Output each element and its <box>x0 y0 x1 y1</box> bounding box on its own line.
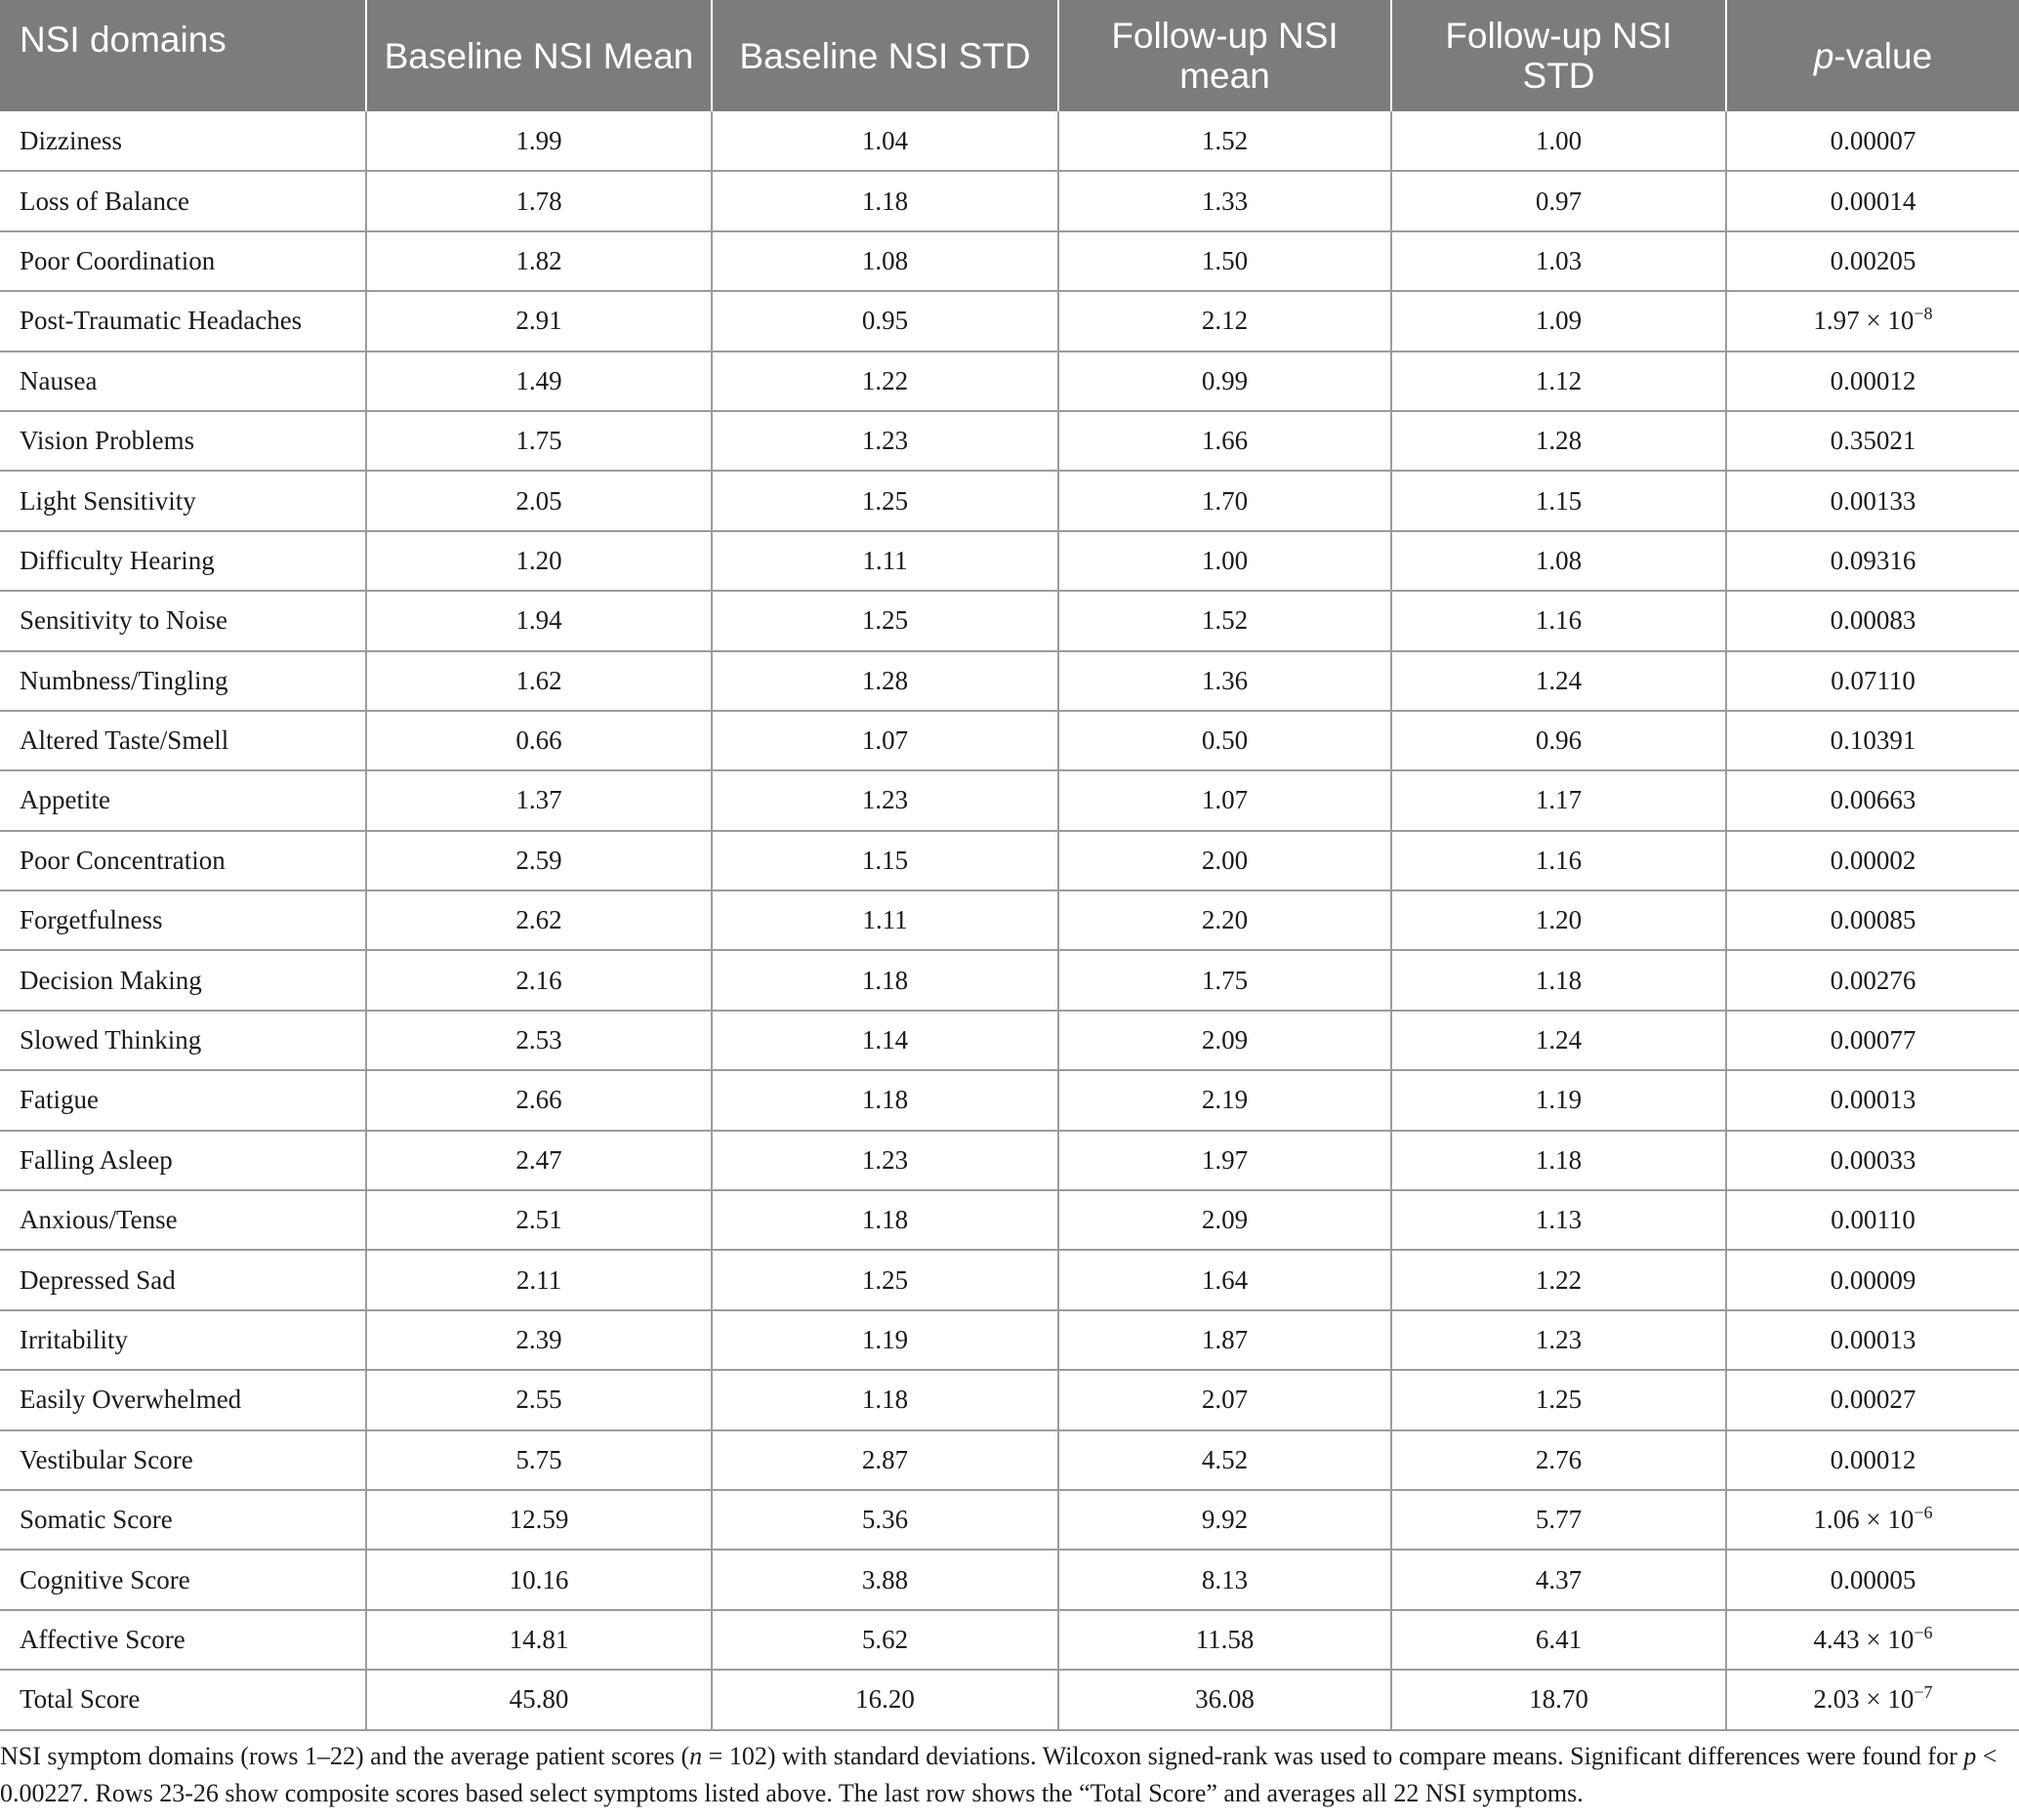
followup-mean-cell: 4.52 <box>1058 1430 1391 1490</box>
domain-cell: Vestibular Score <box>0 1430 366 1490</box>
followup-mean-cell: 1.64 <box>1058 1250 1391 1309</box>
followup-std-cell: 1.18 <box>1391 950 1726 1010</box>
domain-cell: Vision Problems <box>0 411 366 471</box>
followup-std-cell: 18.70 <box>1391 1670 1726 1729</box>
baseline-std-cell: 2.87 <box>712 1430 1058 1490</box>
followup-std-cell: 1.24 <box>1391 651 1726 711</box>
followup-std-cell: 1.24 <box>1391 1011 1726 1070</box>
table-row <box>0 591 2019 650</box>
table-row <box>0 711 2019 770</box>
table-row <box>0 411 2019 471</box>
baseline-mean-cell: 1.49 <box>366 352 712 411</box>
header-baseline-std: Baseline NSI STD <box>712 0 1058 111</box>
header-baseline-mean: Baseline NSI Mean <box>366 0 712 111</box>
domain-cell: Sensitivity to Noise <box>0 591 366 650</box>
p-value-cell: $1.97 \times 10^{-8}$ <box>1726 291 2019 351</box>
domain-cell: Slowed Thinking <box>0 1011 366 1070</box>
followup-std-cell: 1.19 <box>1391 1070 1726 1130</box>
followup-std-cell: 1.16 <box>1391 831 1726 890</box>
header-followup-std: Follow-up NSI STD <box>1391 0 1726 111</box>
baseline-std-cell: 5.36 <box>712 1490 1058 1550</box>
followup-std-cell: 1.13 <box>1391 1190 1726 1250</box>
baseline-std-cell: 1.08 <box>712 231 1058 291</box>
header-followup-mean: Follow-up NSI mean <box>1058 0 1391 111</box>
followup-mean-cell: 1.66 <box>1058 411 1391 471</box>
followup-std-cell: 1.16 <box>1391 591 1726 650</box>
followup-std-cell: 1.18 <box>1391 1131 1726 1190</box>
table-header-row <box>0 0 2019 111</box>
p-value-cell: 0.00083 <box>1726 591 2019 650</box>
domain-cell: Appetite <box>0 770 366 830</box>
p-value-cell: 0.09316 <box>1726 531 2019 591</box>
baseline-mean-cell: 1.78 <box>366 171 712 230</box>
domain-cell: Altered Taste/Smell <box>0 711 366 770</box>
baseline-std-cell: 16.20 <box>712 1670 1058 1729</box>
table-row <box>0 950 2019 1010</box>
baseline-mean-cell: 2.53 <box>366 1011 712 1070</box>
baseline-std-cell: 1.18 <box>712 171 1058 230</box>
followup-std-cell: 1.28 <box>1391 411 1726 471</box>
followup-mean-cell: 11.58 <box>1058 1610 1391 1670</box>
followup-mean-cell: 0.50 <box>1058 711 1391 770</box>
domain-cell: Cognitive Score <box>0 1550 366 1609</box>
baseline-std-cell: 1.14 <box>712 1011 1058 1070</box>
header-p-value: p-value <box>1726 0 2019 111</box>
followup-mean-cell: 9.92 <box>1058 1490 1391 1550</box>
followup-std-cell: 0.96 <box>1391 711 1726 770</box>
p-value-cell: $2.03 \times 10^{-7}$ <box>1726 1670 2019 1729</box>
baseline-std-cell: 0.95 <box>712 291 1058 351</box>
p-value-cell: 0.00009 <box>1726 1250 2019 1309</box>
followup-std-cell: 1.20 <box>1391 890 1726 950</box>
followup-std-cell: 6.41 <box>1391 1610 1726 1670</box>
followup-mean-cell: 1.52 <box>1058 111 1391 171</box>
followup-mean-cell: 1.33 <box>1058 171 1391 230</box>
domain-cell: Post-Traumatic Headaches <box>0 291 366 351</box>
baseline-std-cell: 1.28 <box>712 651 1058 711</box>
p-value-cell: $1.06 \times 10^{-6}$ <box>1726 1490 2019 1550</box>
followup-mean-cell: 2.00 <box>1058 831 1391 890</box>
baseline-mean-cell: 45.80 <box>366 1670 712 1729</box>
domain-cell: Poor Concentration <box>0 831 366 890</box>
domain-cell: Light Sensitivity <box>0 471 366 530</box>
p-value-cell: 0.00276 <box>1726 950 2019 1010</box>
domain-cell: Difficulty Hearing <box>0 531 366 591</box>
p-value-cell: 0.00013 <box>1726 1070 2019 1130</box>
table-row <box>0 1610 2019 1670</box>
domain-cell: Somatic Score <box>0 1490 366 1550</box>
table-row <box>0 1670 2019 1729</box>
followup-std-cell: 1.15 <box>1391 471 1726 530</box>
baseline-std-cell: 1.25 <box>712 591 1058 650</box>
followup-mean-cell: 1.87 <box>1058 1310 1391 1370</box>
followup-mean-cell: 2.19 <box>1058 1070 1391 1130</box>
p-value-cell: 0.00005 <box>1726 1550 2019 1609</box>
baseline-mean-cell: 1.94 <box>366 591 712 650</box>
p-value-cell: 0.00110 <box>1726 1190 2019 1250</box>
baseline-mean-cell: 10.16 <box>366 1550 712 1609</box>
table-row <box>0 1070 2019 1130</box>
p-value-cell: 0.00014 <box>1726 171 2019 230</box>
table-body <box>0 111 2019 1730</box>
followup-std-cell: 1.25 <box>1391 1370 1726 1429</box>
domain-cell: Forgetfulness <box>0 890 366 950</box>
baseline-mean-cell: 14.81 <box>366 1610 712 1670</box>
baseline-std-cell: 1.23 <box>712 1131 1058 1190</box>
baseline-mean-cell: 2.16 <box>366 950 712 1010</box>
p-value-cell: 0.07110 <box>1726 651 2019 711</box>
followup-mean-cell: 1.36 <box>1058 651 1391 711</box>
baseline-std-cell: 1.07 <box>712 711 1058 770</box>
table-row <box>0 831 2019 890</box>
table-row <box>0 890 2019 950</box>
p-value-cell: 0.00663 <box>1726 770 2019 830</box>
baseline-mean-cell: 1.99 <box>366 111 712 171</box>
table-row <box>0 1430 2019 1490</box>
baseline-std-cell: 1.25 <box>712 471 1058 530</box>
p-value-cell: 0.00012 <box>1726 1430 2019 1490</box>
baseline-mean-cell: 2.62 <box>366 890 712 950</box>
p-value-cell: 0.00007 <box>1726 111 2019 171</box>
p-value-cell: 0.00133 <box>1726 471 2019 530</box>
table-row <box>0 1011 2019 1070</box>
followup-std-cell: 1.12 <box>1391 352 1726 411</box>
header-nsi-domains: NSI domains <box>0 0 366 111</box>
p-value-cell: 0.00002 <box>1726 831 2019 890</box>
baseline-mean-cell: 0.66 <box>366 711 712 770</box>
baseline-mean-cell: 2.91 <box>366 291 712 351</box>
baseline-mean-cell: 1.20 <box>366 531 712 591</box>
table-caption: NSI symptom domains (rows 1–22) and the average patient scores (n = 102) with standard deviations. Wilcoxon signed-rank was used to compare means. Significant differences were found for p < 0.00227. Rows 23-26 show composite scores based select symptoms listed above. The last row shows the “Total Score” and averages all 22 NSI symptoms. <box>0 1742 1998 1807</box>
baseline-std-cell: 3.88 <box>712 1550 1058 1609</box>
followup-std-cell: 1.17 <box>1391 770 1726 830</box>
domain-cell: Irritability <box>0 1310 366 1370</box>
baseline-std-cell: 1.15 <box>712 831 1058 890</box>
followup-std-cell: 1.23 <box>1391 1310 1726 1370</box>
p-value-cell: 0.10391 <box>1726 711 2019 770</box>
followup-mean-cell: 1.50 <box>1058 231 1391 291</box>
domain-cell: Fatigue <box>0 1070 366 1130</box>
followup-std-cell: 4.37 <box>1391 1550 1726 1609</box>
followup-std-cell: 1.09 <box>1391 291 1726 351</box>
baseline-mean-cell: 1.82 <box>366 231 712 291</box>
baseline-mean-cell: 12.59 <box>366 1490 712 1550</box>
table-row <box>0 471 2019 530</box>
baseline-std-cell: 1.22 <box>712 352 1058 411</box>
baseline-mean-cell: 2.66 <box>366 1070 712 1130</box>
followup-mean-cell: 0.99 <box>1058 352 1391 411</box>
baseline-mean-cell: 1.75 <box>366 411 712 471</box>
baseline-std-cell: 1.04 <box>712 111 1058 171</box>
followup-std-cell: 5.77 <box>1391 1490 1726 1550</box>
baseline-std-cell: 5.62 <box>712 1610 1058 1670</box>
followup-mean-cell: 1.75 <box>1058 950 1391 1010</box>
followup-std-cell: 0.97 <box>1391 171 1726 230</box>
baseline-mean-cell: 2.51 <box>366 1190 712 1250</box>
followup-mean-cell: 1.97 <box>1058 1131 1391 1190</box>
table-row <box>0 1190 2019 1250</box>
p-value-cell: $4.43 \times 10^{-6}$ <box>1726 1610 2019 1670</box>
p-value-cell: 0.00027 <box>1726 1370 2019 1429</box>
baseline-mean-cell: 1.37 <box>366 770 712 830</box>
domain-cell: Numbness/Tingling <box>0 651 366 711</box>
domain-cell: Easily Overwhelmed <box>0 1370 366 1429</box>
baseline-std-cell: 1.18 <box>712 950 1058 1010</box>
table-row <box>0 770 2019 830</box>
baseline-mean-cell: 2.59 <box>366 831 712 890</box>
followup-mean-cell: 1.07 <box>1058 770 1391 830</box>
domain-cell: Total Score <box>0 1670 366 1729</box>
domain-cell: Anxious/Tense <box>0 1190 366 1250</box>
table-row <box>0 171 2019 230</box>
baseline-std-cell: 1.18 <box>712 1370 1058 1429</box>
baseline-std-cell: 1.23 <box>712 770 1058 830</box>
table-row <box>0 111 2019 171</box>
followup-std-cell: 1.08 <box>1391 531 1726 591</box>
p-value-cell: 0.00205 <box>1726 231 2019 291</box>
baseline-mean-cell: 2.55 <box>366 1370 712 1429</box>
p-value-cell: 0.00085 <box>1726 890 2019 950</box>
baseline-mean-cell: 2.05 <box>366 471 712 530</box>
domain-cell: Poor Coordination <box>0 231 366 291</box>
table-row <box>0 651 2019 711</box>
table-row <box>0 291 2019 351</box>
baseline-std-cell: 1.25 <box>712 1250 1058 1309</box>
domain-cell: Loss of Balance <box>0 171 366 230</box>
domain-cell: Falling Asleep <box>0 1131 366 1190</box>
table-row <box>0 231 2019 291</box>
followup-std-cell: 2.76 <box>1391 1430 1726 1490</box>
domain-cell: Dizziness <box>0 111 366 171</box>
followup-mean-cell: 2.12 <box>1058 291 1391 351</box>
table-row <box>0 1310 2019 1370</box>
p-value-cell: 0.00033 <box>1726 1131 2019 1190</box>
baseline-std-cell: 1.23 <box>712 411 1058 471</box>
baseline-mean-cell: 2.39 <box>366 1310 712 1370</box>
p-value-cell: 0.00077 <box>1726 1011 2019 1070</box>
table-row <box>0 531 2019 591</box>
table-row <box>0 1250 2019 1309</box>
baseline-std-cell: 1.18 <box>712 1190 1058 1250</box>
domain-cell: Affective Score <box>0 1610 366 1670</box>
followup-mean-cell: 2.09 <box>1058 1190 1391 1250</box>
table-row <box>0 1550 2019 1609</box>
table-row <box>0 352 2019 411</box>
baseline-std-cell: 1.19 <box>712 1310 1058 1370</box>
followup-std-cell: 1.00 <box>1391 111 1726 171</box>
baseline-std-cell: 1.11 <box>712 531 1058 591</box>
table-row <box>0 1131 2019 1190</box>
baseline-std-cell: 1.11 <box>712 890 1058 950</box>
baseline-mean-cell: 5.75 <box>366 1430 712 1490</box>
followup-mean-cell: 36.08 <box>1058 1670 1391 1729</box>
followup-mean-cell: 1.70 <box>1058 471 1391 530</box>
p-value-cell: 0.00012 <box>1726 352 2019 411</box>
table-row <box>0 1490 2019 1550</box>
p-value-cell: 0.35021 <box>1726 411 2019 471</box>
domain-cell: Depressed Sad <box>0 1250 366 1309</box>
table-row <box>0 1370 2019 1429</box>
followup-mean-cell: 8.13 <box>1058 1550 1391 1609</box>
p-value-cell: 0.00013 <box>1726 1310 2019 1370</box>
domain-cell: Decision Making <box>0 950 366 1010</box>
followup-std-cell: 1.22 <box>1391 1250 1726 1309</box>
baseline-mean-cell: 2.11 <box>366 1250 712 1309</box>
domain-cell: Nausea <box>0 352 366 411</box>
baseline-mean-cell: 1.62 <box>366 651 712 711</box>
baseline-std-cell: 1.18 <box>712 1070 1058 1130</box>
baseline-mean-cell: 2.47 <box>366 1131 712 1190</box>
followup-mean-cell: 2.09 <box>1058 1011 1391 1070</box>
followup-mean-cell: 1.00 <box>1058 531 1391 591</box>
followup-mean-cell: 1.52 <box>1058 591 1391 650</box>
followup-mean-cell: 2.07 <box>1058 1370 1391 1429</box>
followup-std-cell: 1.03 <box>1391 231 1726 291</box>
followup-mean-cell: 2.20 <box>1058 890 1391 950</box>
